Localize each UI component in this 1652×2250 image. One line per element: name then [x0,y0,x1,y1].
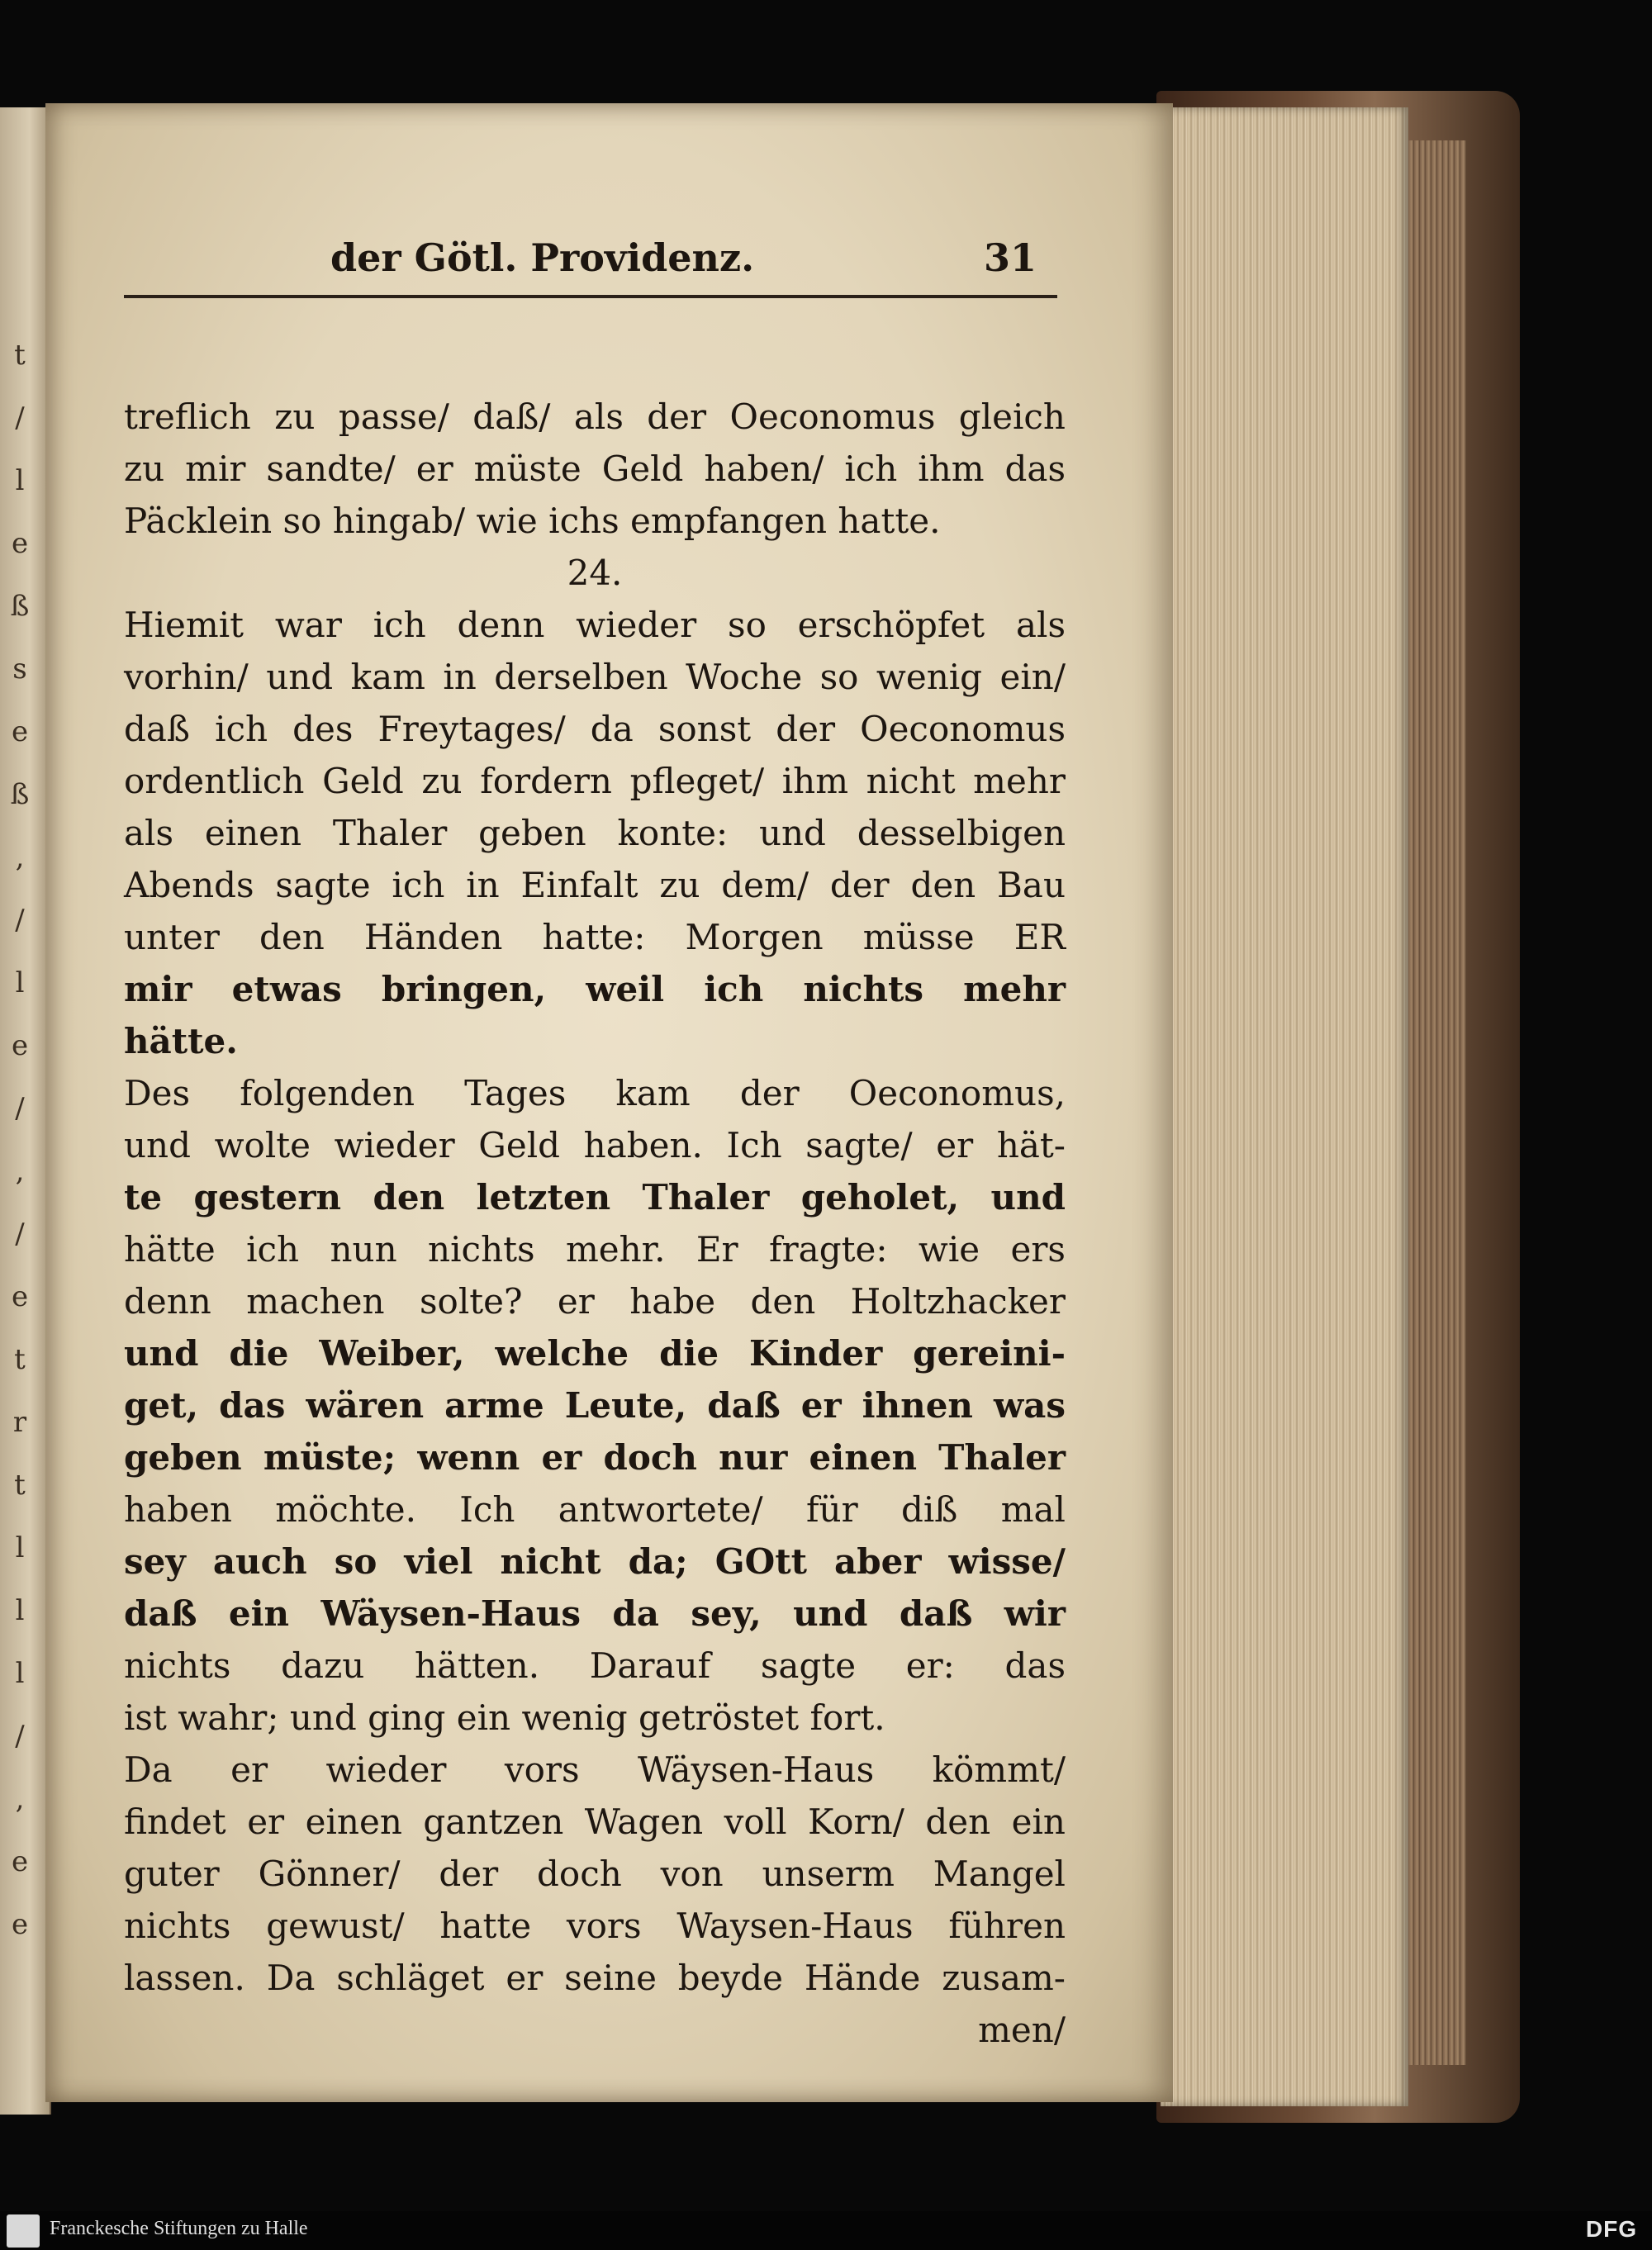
text-line: Abends sagte ich in Einfalt zu dem/ der den Bau [124,865,1066,905]
facing-page-glyph: t [14,1343,26,1376]
dfg-logo: DFG [1585,2216,1637,2242]
facing-page-glyph: l [15,1594,25,1627]
text-line: get, das wären arme Leute, daß er ihnen was [124,1385,1066,1426]
facing-page-glyph: , [15,841,25,874]
text-line: hätte. [124,1021,238,1061]
text-line: ist wahr; und ging ein wenig getröstet fort. [124,1697,885,1738]
text-line: und wolte wieder Geld haben. Ich sagte/ er hät- [124,1125,1066,1165]
text-line: Päcklein so hingab/ wie ichs empfangen hatte. [124,501,941,541]
header-rule [124,295,1057,298]
page-edges-dark [1408,140,1466,2065]
text-line: Des folgenden Tages kam der Oeconomus, [124,1073,1066,1113]
facing-page-glyph: e [11,1029,29,1062]
text-line: guter Gönner/ der doch von unserm Mangel [124,1854,1066,1894]
text-line: daß ein Wäysen-Haus da sey, und daß wir [124,1593,1066,1634]
text-line: mir etwas bringen, weil ich nichts mehr [124,969,1066,1009]
text-line: zu mir sandte/ er müste Geld haben/ ich ihm das [124,449,1066,489]
page-header [186,235,1053,285]
facing-page-glyph: l [15,464,25,497]
facing-page-glyph: l [15,966,25,999]
facing-page-glyph: / [15,1218,25,1251]
text-line: hätte ich nun nichts mehr. Er fragte: wie ers [124,1229,1066,1270]
running-title: der Götl. Providenz. [330,235,755,280]
facing-page-edge [0,107,51,2115]
text-line: ordentlich Geld zu fordern pfleget/ ihm nicht mehr [124,761,1066,801]
facing-page-glyph: e [11,1280,29,1313]
text-line: treflich zu passe/ daß/ als der Oeconomus gleich [124,396,1066,437]
facing-page-glyph: ß [10,590,30,623]
text-line: vorhin/ und kam in derselben Woche so wenig ein/ [124,657,1066,697]
text-line: als einen Thaler geben konte: und desselbigen [124,813,1066,853]
facing-page-glyph: l [15,1531,25,1564]
text-line: haben möchte. Ich antwortete/ für diß mal [124,1489,1066,1530]
page-edges [1161,107,1408,2106]
page-number: 31 [983,235,1037,280]
text-line: und die Weiber, welche die Kinder gereini- [124,1333,1066,1374]
institution-label: Franckesche Stiftungen zu Halle [50,2218,308,2239]
text-line: 24. [567,553,623,593]
footer-bar [0,2211,1652,2250]
text-line: sey auch so viel nicht da; GOtt aber wisse/ [124,1541,1066,1582]
text-line: men/ [978,2010,1066,2050]
facing-page-glyph: / [15,1720,25,1753]
text-line: daß ich des Freytages/ da sonst der Oeconomus [124,709,1066,749]
facing-page-glyph: l [15,1657,25,1690]
text-line: denn machen solte? er habe den Holtzhacker [124,1281,1066,1322]
facing-page-glyph: ß [10,778,30,811]
facing-page-glyph: / [15,1092,25,1125]
facing-page-glyph: s [12,653,27,686]
text-line: unter den Händen hatte: Morgen müsse ER [124,917,1066,957]
text-line: nichts gewust/ hatte vors Waysen-Haus führen [124,1906,1066,1946]
institution-logo-icon [7,2214,40,2248]
facing-page-glyph: t [14,1469,26,1502]
text-line: Da er wieder vors Wäysen-Haus kömmt/ [124,1749,1066,1790]
text-line: Hiemit war ich denn wieder so erschöpfet als [124,605,1066,645]
text-line: findet er einen gantzen Wagen voll Korn/ den ein [124,1801,1066,1842]
facing-page-glyph: , [15,1155,25,1188]
facing-page-glyph: e [11,715,29,748]
facing-page-glyph: , [15,1782,25,1816]
facing-page-glyph: e [11,527,29,560]
facing-page-glyph: r [12,1406,27,1439]
facing-page-glyph: e [11,1845,29,1878]
facing-page-glyph: / [15,904,25,937]
text-line: nichts dazu hätten. Darauf sagte er: das [124,1645,1066,1686]
text-line: lassen. Da schläget er seine beyde Hände zusam- [124,1958,1066,1998]
book-page [45,103,1173,2102]
facing-page-glyph: e [11,1908,29,1941]
text-line: te gestern den letzten Thaler geholet, und [124,1177,1066,1218]
book [0,91,1520,2123]
facing-page-glyph: / [15,401,25,434]
facing-page-glyph: t [14,339,26,372]
text-line: geben müste; wenn er doch nur einen Thaler [124,1437,1066,1478]
